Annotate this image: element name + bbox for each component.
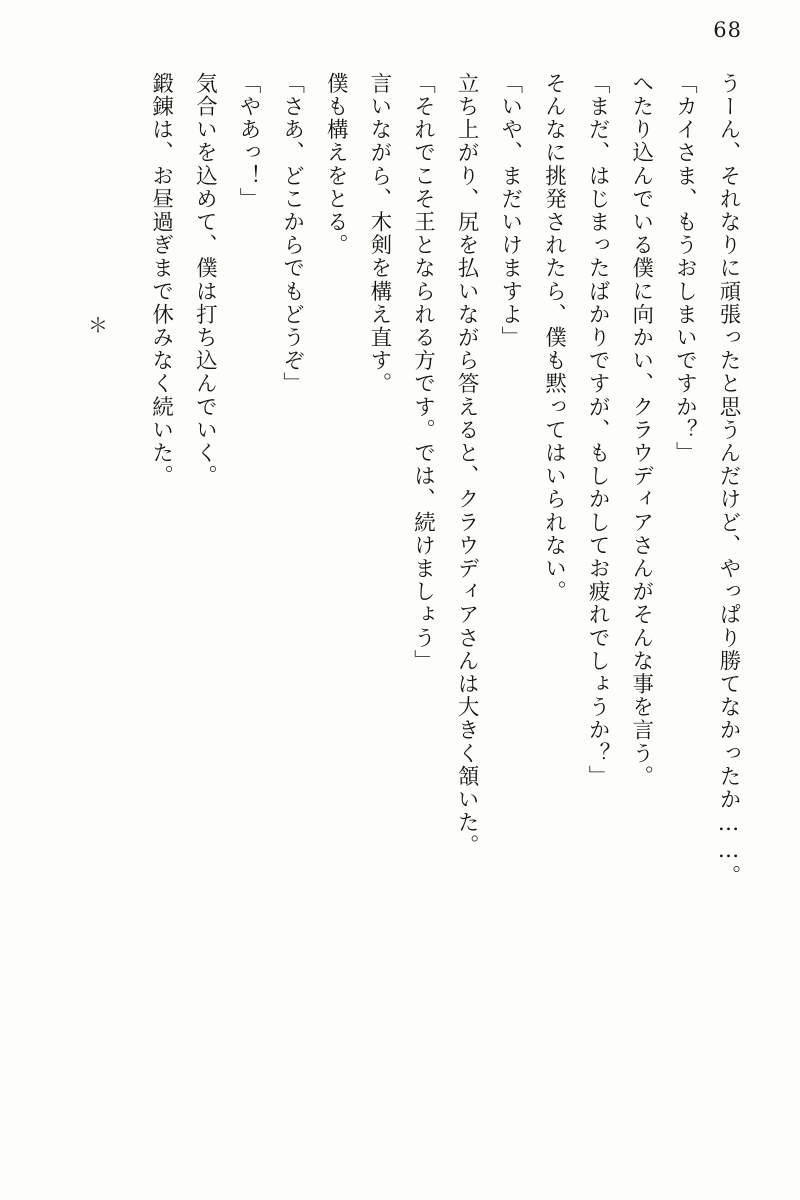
page-number: 68 (713, 18, 742, 42)
paragraph: 「カイさま、もうおしまいですか？」 (672, 72, 698, 465)
vertical-body-text (150, 72, 750, 1102)
paragraph: そんなに挑発されたら、僕も黙ってはいられない。 (541, 72, 567, 604)
paragraph: へたり込んでいる僕に向かい、クラウディアさんがそんな事を言う。 (628, 72, 654, 789)
paragraph: うーん、それなりに頑張ったと思うんだけど、やっぱり勝てなかったか……。 (716, 72, 741, 888)
paragraph: 僕も構えをとる。 (323, 72, 349, 257)
paragraph: 「いや、まだいけますよ」 (497, 72, 523, 350)
scene-break-marker: ＊ (88, 313, 108, 337)
paragraph: 「さあ、どこからでもどうぞ」 (279, 72, 305, 396)
paragraph: 立ち上がり、尻を払いながら答えると、クラウディアさんは大きく頷いた。 (454, 72, 480, 858)
paragraph: 「それでこそ王となられる方です。では、続けましょう」 (410, 72, 436, 673)
paragraph: 言いながら、木剣を構え直す。 (366, 72, 392, 396)
paragraph: 「やあっ！」 (235, 72, 261, 211)
paragraph: 鍛錬は、お昼過ぎまで休みなく続いた。 (148, 72, 174, 488)
paragraph: 「まだ、はじまったばかりですが、もしかしてお疲れでしょうか？」 (585, 72, 611, 789)
paragraph: 気合いを込めて、僕は打ち込んでいく。 (192, 72, 218, 488)
